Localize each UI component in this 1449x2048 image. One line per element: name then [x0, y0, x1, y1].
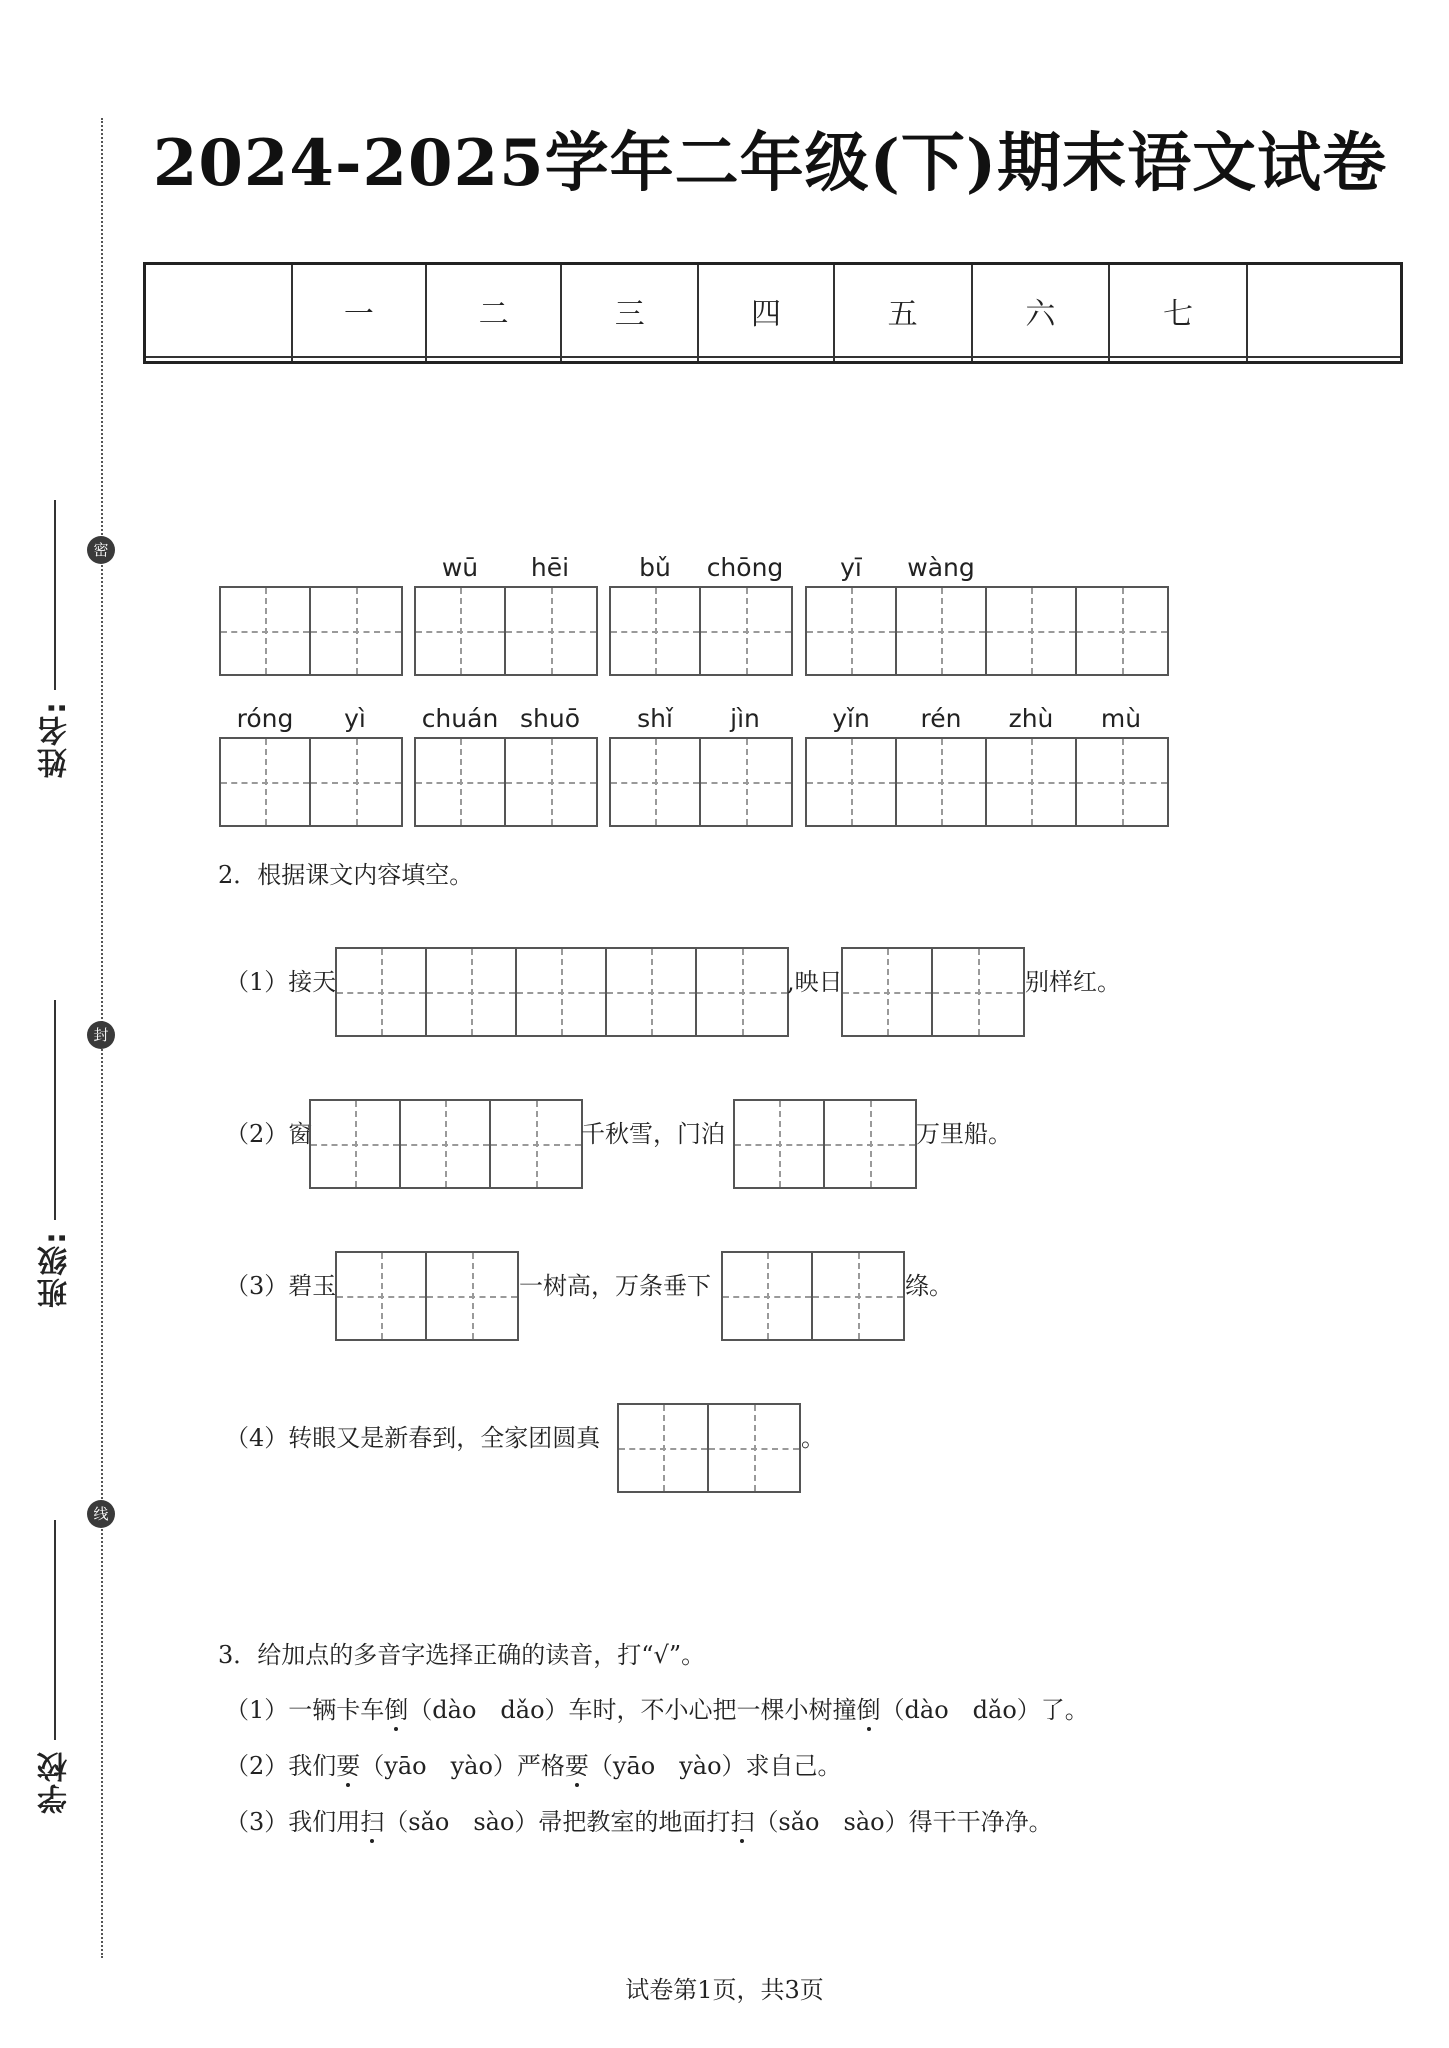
writing-grid[interactable]	[805, 737, 1169, 827]
item-text: 万里船。	[916, 1120, 1012, 1148]
pinyin-label: zhù	[1008, 704, 1054, 733]
pinyin-label: yì	[344, 704, 366, 733]
item-text: 一辆卡车	[288, 1696, 385, 1724]
pinyin-label: mù	[1100, 704, 1142, 733]
score-cell[interactable]	[698, 357, 834, 362]
item-text: 窗	[288, 1120, 313, 1148]
score-cell[interactable]	[834, 357, 972, 362]
pinyin-label: yǐn	[832, 704, 870, 733]
score-cell[interactable]	[561, 357, 698, 362]
writing-grid[interactable]	[609, 586, 793, 676]
item-number: （2）	[225, 1752, 289, 1780]
score-header-cell: 六	[972, 264, 1110, 358]
seal-mark-mi: 密	[87, 536, 115, 564]
score-table	[143, 262, 1403, 364]
item-text: 。	[801, 1424, 825, 1452]
score-header-cell	[145, 264, 293, 358]
pinyin-label: shuō	[519, 704, 580, 733]
polyphone-line-1	[225, 1690, 1089, 1725]
item-number: （1）	[225, 968, 289, 996]
fill-item-3-prefix	[225, 1266, 336, 1301]
dotted-char: 要	[336, 1752, 361, 1780]
score-header-cell: 七	[1109, 264, 1247, 358]
item-number: （1）	[225, 1696, 289, 1724]
score-cell[interactable]	[292, 357, 426, 362]
pinyin-label: yī	[840, 553, 862, 582]
polyphone-line-2	[225, 1746, 842, 1781]
pinyin-label: jìn	[730, 704, 760, 733]
item-text: ,映日	[787, 968, 843, 996]
dotted-char: 倒	[384, 1696, 409, 1724]
score-table-header-row	[145, 264, 1402, 358]
section3-heading: 3．给加点的多音字选择正确的读音，打“√”。	[218, 1641, 706, 1669]
score-header-cell: 四	[698, 264, 834, 358]
school-label: 学校	[38, 1750, 73, 1814]
writing-grid[interactable]	[414, 737, 598, 827]
item-text: 接天	[288, 968, 337, 996]
writing-grid[interactable]	[219, 586, 403, 676]
item-number: （4）	[225, 1424, 289, 1452]
pinyin-label: róng	[236, 704, 294, 733]
item-text: 碧玉	[288, 1272, 337, 1300]
class-label: 班级:	[38, 1230, 73, 1308]
item-number: （3）	[225, 1272, 289, 1300]
answer-grid-2a[interactable]	[309, 1099, 583, 1189]
item-text[interactable]: （yāo yào）严格	[360, 1752, 565, 1780]
score-cell[interactable]	[1247, 357, 1402, 362]
pinyin-label: shǐ	[637, 704, 673, 733]
item-text: 一树高，万条垂下	[519, 1272, 711, 1300]
score-header-cell: 一	[292, 264, 426, 358]
score-cell[interactable]	[426, 357, 562, 362]
item-text: 转眼又是新春到，全家团圆真	[288, 1424, 601, 1452]
answer-grid-2b[interactable]	[733, 1099, 917, 1189]
page-title: 2024-2025学年二年级(下)期末语文试卷	[152, 126, 1388, 201]
answer-grid-3a[interactable]	[335, 1251, 519, 1341]
dotted-char: 要	[564, 1752, 589, 1780]
item-text[interactable]: （sǎo sào）帚把教室的地面打	[384, 1808, 731, 1836]
score-cell[interactable]	[1109, 357, 1247, 362]
score-cell[interactable]	[145, 357, 293, 362]
item-number: （3）	[225, 1808, 289, 1836]
item-number: （2）	[225, 1120, 289, 1148]
pinyin-label: bǔ	[639, 553, 671, 582]
pinyin-label: wàng	[907, 553, 975, 582]
fill-item-4-prefix	[225, 1418, 600, 1453]
item-text: 我们用	[288, 1808, 361, 1836]
writing-grid[interactable]	[805, 586, 1169, 676]
item-text[interactable]: （yāo yào）求自己。	[588, 1752, 842, 1780]
answer-grid-1b[interactable]	[841, 947, 1025, 1037]
writing-grid[interactable]	[219, 737, 403, 827]
writing-grid[interactable]	[414, 586, 598, 676]
name-line	[54, 500, 56, 690]
score-header-cell: 二	[426, 264, 562, 358]
fill-item-1-prefix	[225, 962, 336, 997]
item-text: 我们	[288, 1752, 337, 1780]
pinyin-label: rén	[920, 704, 962, 733]
dotted-char: 扫	[360, 1808, 385, 1836]
dotted-char: 扫	[730, 1808, 755, 1836]
page-footer: 试卷第1页，共3页	[625, 1976, 824, 2004]
writing-grid[interactable]	[609, 737, 793, 827]
pinyin-label: hēi	[530, 553, 570, 582]
school-line	[54, 1520, 56, 1740]
answer-grid-3b[interactable]	[721, 1251, 905, 1341]
dotted-char: 倒	[856, 1696, 881, 1724]
score-header-cell: 五	[834, 264, 972, 358]
pinyin-label: chuán	[421, 704, 499, 733]
polyphone-line-3	[225, 1802, 1053, 1837]
score-cell[interactable]	[972, 357, 1110, 362]
item-text[interactable]: （dào dǎo）了。	[880, 1696, 1089, 1724]
item-text[interactable]: （sǎo sào）得干干净净。	[754, 1808, 1053, 1836]
item-text: 别样红。	[1025, 968, 1121, 996]
class-line	[54, 1000, 56, 1220]
fill-item-2-prefix	[225, 1114, 312, 1149]
item-text: 绦。	[905, 1272, 953, 1300]
answer-grid-4[interactable]	[617, 1403, 801, 1493]
score-header-cell	[1247, 264, 1402, 358]
seal-mark-feng: 封	[87, 1021, 115, 1049]
score-header-cell: 三	[561, 264, 698, 358]
pinyin-label: wū	[441, 553, 479, 582]
item-text[interactable]: （dào dǎo）车时，不小心把一棵小树撞	[408, 1696, 857, 1724]
score-table-score-row	[145, 357, 1402, 362]
name-label: 姓名:	[38, 700, 73, 778]
section2-heading: 2．根据课文内容填空。	[218, 861, 474, 889]
seal-mark-xian: 线	[87, 1500, 115, 1528]
answer-grid-1a[interactable]	[335, 947, 789, 1037]
item-text: 千秋雪，门泊	[581, 1120, 725, 1148]
pinyin-label: chōng	[706, 553, 784, 582]
